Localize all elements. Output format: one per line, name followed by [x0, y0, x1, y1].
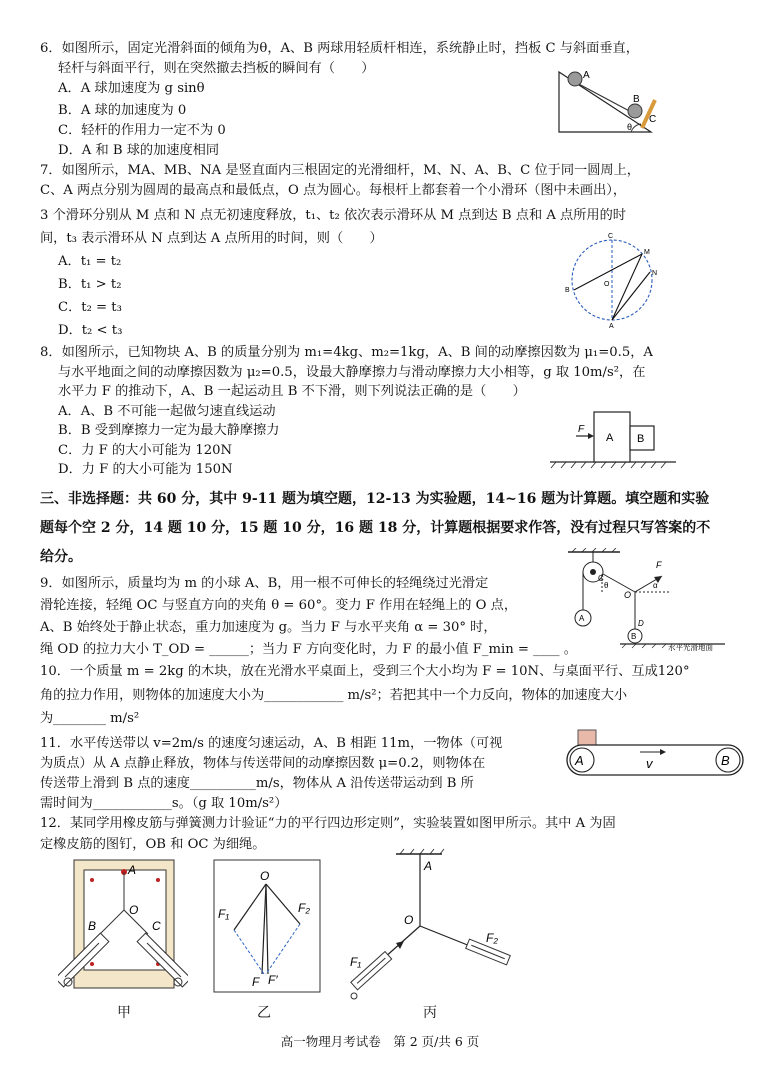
q8-label-f: F: [578, 424, 585, 435]
q7-stem-line2: C、A 两点分别为圆周的最高点和最低点，O 点为圆心。每根杆上都套着一个小滑环（图中未画出），: [40, 183, 627, 198]
q7-label-a: A: [609, 323, 614, 330]
q11-stem-line1: 11．水平传送带以 v=2m/s 的速度匀速运动，A、B 相距 11m，一物体（可视: [40, 736, 503, 751]
q6-label-c: C: [649, 114, 657, 125]
q9-label-f: F: [656, 560, 662, 570]
q8-stem-line1: 8．如图所示，已知物块 A、B 的质量分别为 m₁=4kg、m₂=1kg，A、B 间的动摩擦因数为 μ₁=0.5，A: [40, 345, 653, 360]
q9-pulley-figure: [560, 548, 740, 658]
q9-label-alpha: α: [653, 581, 658, 590]
q7-label-b: B: [565, 287, 570, 294]
q8-option-b: B．B 受到摩擦力一定为最大静摩擦力: [58, 423, 280, 438]
q9-label-a: A: [579, 614, 585, 623]
q8-label-a: A: [606, 432, 614, 444]
q11-label-a: A: [575, 753, 584, 768]
q6-option-b: B．A 球的加速度为 0: [58, 103, 187, 118]
q8-option-a: A．A、B 不可能一起做匀速直线运动: [58, 404, 276, 419]
q6-label-a: A: [583, 70, 590, 81]
q12-caption-bing: 丙: [423, 1005, 437, 1021]
q9-label-c: C: [598, 574, 604, 583]
q9-label-d: D: [638, 619, 644, 628]
q9-stem-line2: 滑轮连接，轻绳 OC 与竖直方向的夹角 θ = 60°。变力 F 作用在轻绳上的 O 点，: [40, 598, 518, 613]
q6-stem-line2: 轻杆与斜面平行，则在突然撤去挡板的瞬间有（ ）: [58, 61, 375, 76]
q7-stem-line3: 3 个滑环分别从 M 点和 N 点无初速度释放，t₁、t₂ 依次表示滑环从 M 点到达 B 点和 A 点所用的时: [40, 208, 626, 223]
q11-label-v: v: [646, 756, 653, 771]
q11-stem-line2: 为质点）从 A 点静止释放，物体与传送带间的动摩擦因数 μ=0.2，则物体在: [40, 756, 486, 771]
q12-jia-label-c: C: [152, 919, 161, 933]
section3-line1: 三、非选择题：共 60 分，其中 9-11 题为填空题，12-13 为实验题，14~16 题为计算题。填空题和实验: [40, 491, 710, 507]
q9-stem-line4: 绳 OD 的拉力大小 T_OD = ______；当力 F 方向变化时，力 F 的最小值 F_min = ____ 。: [40, 642, 577, 657]
q12-yi-label-f2: F₂: [298, 901, 310, 915]
q12-jia-label-o: O: [129, 903, 139, 917]
q7-option-c: C．t₂ = t₃: [58, 300, 122, 315]
q12-fig-yi: [212, 858, 324, 994]
q12-caption-yi: 乙: [257, 1005, 271, 1021]
q11-stem-line3: 传送带上滑到 B 点的速度__________m/s，物体从 A 沿传送带运动到 B 所: [40, 776, 474, 791]
q9-stem-line3: A、B 始终处于静止状态，重力加速度为 g。当力 F 与水平夹角 α = 30° 时，: [40, 620, 497, 635]
q12-yi-label-o: O: [260, 869, 270, 883]
q9-label-b: B: [631, 632, 637, 641]
q6-option-d: D．A 和 B 球的加速度相同: [58, 143, 220, 158]
q10-stem-line3: 为________ m/s²: [40, 711, 140, 726]
q6-incline-figure: [555, 66, 665, 136]
q7-option-b: B．t₁ > t₂: [58, 277, 122, 292]
q7-label-o: O: [604, 281, 610, 288]
q9-label-ground: 水平光滑地面: [668, 643, 713, 652]
q7-option-a: A．t₁ = t₂: [58, 254, 122, 269]
q7-label-n: N: [652, 270, 658, 277]
q12-caption-jia: 甲: [117, 1005, 131, 1021]
q8-label-b: B: [637, 433, 645, 445]
q8-stem-line2: 与水平地面之间的动摩擦因数为 μ₂=0.5，设最大静摩擦力与滑动摩擦力大小相等，g 取 10m/s²，在: [58, 365, 646, 380]
q7-stem-line1: 7．如图所示，MA、MB、NA 是竖直面内三根固定的光滑细杆，M、N、A、B、C 位于同一圆周上，: [40, 163, 640, 178]
q12-yi-label-fp: F′: [268, 973, 278, 987]
q6-label-b: B: [633, 94, 640, 105]
q6-label-theta: θ: [627, 122, 633, 132]
q7-option-d: D．t₂ < t₃: [58, 323, 123, 338]
section3-line2: 题每个空 2 分，14 题 10 分，15 题 10 分，16 题 18 分，计算题根据要求作答，没有过程只写答案的不: [40, 520, 711, 536]
q12-fig-bing: [340, 848, 520, 1004]
q12-stem-line1: 12．某同学用橡皮筋与弹簧测力计验证“力的平行四边形定则”，实验装置如图甲所示。其中 A 为固: [40, 816, 616, 831]
section3-line3: 给分。: [40, 549, 82, 565]
q7-label-m: M: [644, 249, 650, 256]
q12-fig-jia: [58, 858, 188, 996]
q7-circle-figure: [560, 230, 668, 330]
q12-yi-label-f: F: [252, 975, 260, 989]
q11-label-b: B: [721, 753, 730, 768]
q9-stem-line1: 9．如图所示，质量均为 m 的小球 A、B，用一根不可伸长的轻绳绕过光滑定: [40, 576, 489, 591]
q8-option-d: D．力 F 的大小可能为 150N: [58, 462, 233, 477]
q8-stem-line3: 水平力 F 的推动下，A、B 一起运动且 B 不下滑，则下列说法正确的是（ ）: [58, 384, 526, 399]
q9-label-theta: θ: [604, 581, 609, 590]
q12-bing-label-f1: F₁: [350, 955, 362, 969]
page-footer: 高一物理月考试卷 第 2 页/共 6 页: [280, 1034, 480, 1049]
q6-option-a: A．A 球加速度为 g sinθ: [58, 81, 205, 96]
q12-yi-label-f1: F₁: [218, 907, 230, 921]
q12-stem-line2: 定橡皮筋的图钉，OB 和 OC 为细绳。: [40, 837, 266, 852]
q11-stem-line4: 需时间为____________s。（g 取 10m/s²）: [40, 796, 288, 811]
q12-bing-label-a: A: [424, 859, 433, 873]
q12-bing-label-f2: F₂: [486, 931, 498, 945]
q12-jia-label-b: B: [88, 919, 97, 933]
q7-label-c: C: [608, 233, 614, 240]
q6-stem-line1: 6．如图所示，固定光滑斜面的倾角为θ，A、B 两球用轻质杆相连，系统静止时，挡板 C 与斜面垂直，: [40, 41, 639, 56]
q10-stem-line2: 角的拉力作用，则物体的加速度大小为____________ m/s²；若把其中一个力反向，物体的加速度大小: [40, 688, 628, 703]
q7-stem-line4: 间，t₃ 表示滑环从 N 点到达 A 点所用的时间，则（ ）: [40, 231, 383, 246]
q6-option-c: C．轻杆的作用力一定不为 0: [58, 123, 226, 138]
q12-jia-label-a: A: [128, 863, 137, 877]
q10-stem-line1: 10．一个质量 m = 2kg 的木块，放在光滑水平桌面上，受到三个大小均为 F = 10N、与桌面平行、互成120°: [40, 664, 690, 679]
q8-option-c: C．力 F 的大小可能为 120N: [58, 443, 233, 458]
q12-bing-label-o: O: [404, 913, 414, 927]
q9-label-o: O: [624, 590, 632, 600]
q8-blocks-figure: [548, 404, 678, 470]
q11-conveyor-figure: [560, 728, 750, 784]
